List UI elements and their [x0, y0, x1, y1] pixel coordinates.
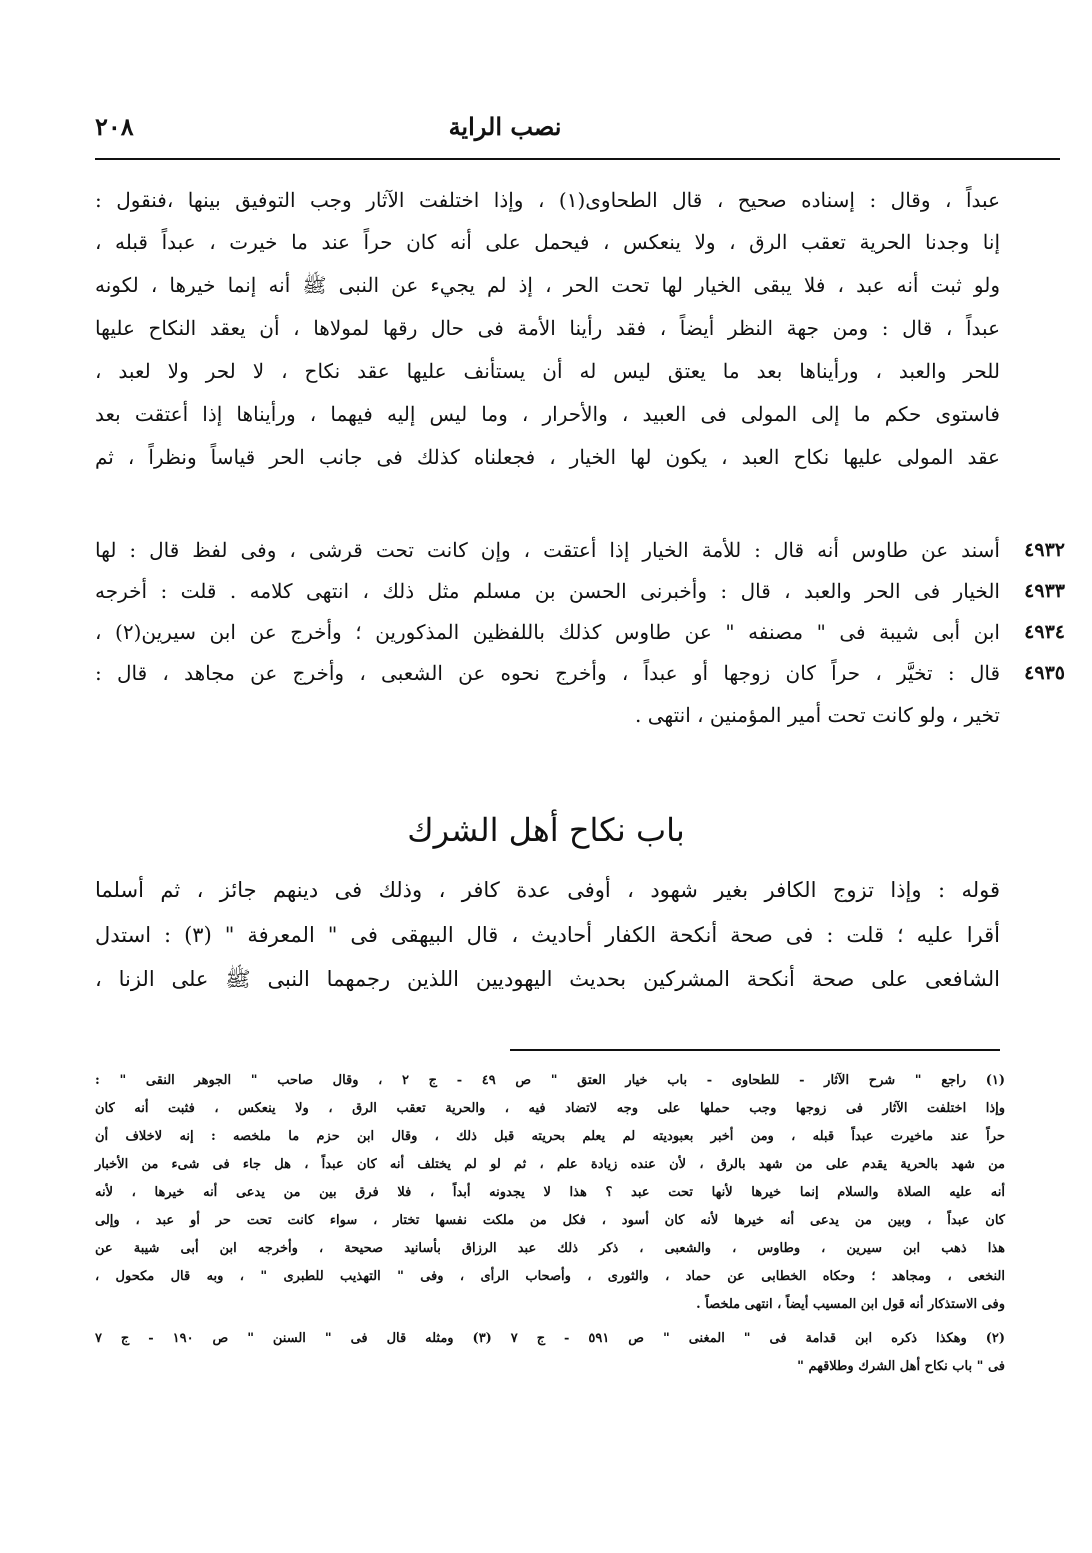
- body-line: إنا وجدنا الحرية تعقب الرق ، ولا ينعكس ، فيحمل على أنه كان حراً عند ما خيرت ، عبداً قبله ،: [95, 230, 1000, 254]
- header-rule: [95, 158, 1060, 160]
- footnote-line: من شهد بالحرية يقدم على من شهد بالرق ، لأن عنده زيادة علم ، ثم لو لم يختلف أنه كان عبداً ، هل جاء فى شىء من الأخبار: [95, 1157, 1005, 1172]
- hadith-number: ٤٩٣٣: [1024, 580, 1065, 602]
- body-line: تخير ، ولو كانت تحت أمير المؤمنين ، انتهى .: [635, 703, 1000, 727]
- hadith-number: ٤٩٣٥: [1024, 662, 1065, 684]
- body-line: عبداً ، قال : ومن جهة النظر أيضاً ، فقد رأينا الأمة فى حال رقها لمولاها ، أن يعقد النكاح عليها: [95, 316, 1000, 340]
- section-line: قوله : وإذا تزوج الكافر بغير شهود ، أوفى عدة كافر ، وذلك فى دينهم جائز ، ثم أسلما: [95, 878, 1000, 902]
- body-line: عبداً ، وقال : إسناده صحيح ، قال الطحاوى(١) ، وإذا اختلفت الآثار وجب التوفيق بينها ،فنقول :: [95, 188, 1001, 212]
- footnote-line: وفى الاستذكار أنه قول ابن المسيب أيضاً ، انتهى ملخصاً .: [696, 1297, 1005, 1312]
- section-heading: باب نكاح أهل الشرك: [407, 811, 685, 849]
- running-title: نصب الراية: [448, 112, 562, 141]
- body-line: للحر والعبد ، ورأيناها بعد ما يعتق ليس له أن يستأنف عليها عقد نكاح ، لا لحر ولا لعبد ،: [95, 359, 1000, 383]
- body-line: ولو ثبت أنه عبد ، فلا يبقى الخيار لها تحت الحر ، إذ لم يجيء عن النبى ﷺ أنه إنما خيرها ، لكونه: [95, 273, 1000, 297]
- footnote-line: (١) راجع " شرح الآثار - للطحاوى - باب خيار العتق " ص ٤٩ - ج ٢ ، وقال صاحب " الجوهر النقى " :: [95, 1073, 1006, 1088]
- body-line: الخيار فى الحر والعبد ، قال : وأخبرنى الحسن بن مسلم مثل ذلك ، انتهى كلامه . قلت : أخرجه: [95, 579, 1000, 603]
- footnote-rule: [510, 1049, 1000, 1051]
- body-line: فاستوى حكم ما إلى المولى فى العبيد ، والأحرار ، وما ليس إليه فيهما ، ورأيناها إذا أعتقت بعد: [95, 402, 1000, 426]
- footnote-line: فى " باب نكاح أهل الشرك وطلاقهم ": [797, 1359, 1005, 1374]
- section-line: أقرا عليه ؛ قلت : فى صحة أنكحة الكفار أحاديث ، قال البيهقى فى " المعرفة " (٣) : استدل: [95, 923, 1000, 947]
- body-line: ابن أبى شيبة فى " مصنفه " عن طاوس كذلك باللفظين المذكورين ؛ وأخرج عن ابن سيرين(٢) ،: [95, 620, 1000, 644]
- body-line: أسند عن طاوس أنه قال : للأمة الخيار إذا أعتقت ، وإن كانت تحت قرشى ، وفى لفظ قال : لها: [95, 538, 1000, 562]
- footnote-line: وإذا اختلفت الآثار فى زوجها وجب حملها على وجه لاتضاد فيه ، والحرية تعقب الرق ، ولا ينعكس ، فثبت أنه كان: [95, 1101, 1005, 1116]
- footnote-line: أنه عليه الصلاة والسلام إنما خيرها لأنها تحت عبد ؟ هذا لا يجدونه أبداً ، فلا فرق بين من يدعى أنه خيرها ، لأنه: [95, 1185, 1005, 1200]
- footnote-line: كان عبداً ، وبين من يدعى أنه خيرها لأنه كان أسود ، فكل من ملكت نفسها تختار ، سواء كانت تحت حر أو عبد ، وإلى: [95, 1213, 1005, 1228]
- section-line: الشافعى على صحة أنكحة المشركين بحديث اليهوديين اللذين رجمهما النبى ﷺ على الزنا ،: [95, 967, 1000, 991]
- page-number: ٢٠٨: [95, 112, 134, 141]
- footnote-line: (٢) وهكذا ذكره ابن قدامة فى " المغنى " ص ٥٩١ - ج ٧ (٣) ومثله قال فى " السنن " ص ١٩٠ - ج ٧: [95, 1331, 1005, 1346]
- footnote-line: النخعى ، ومجاهد ؛ وحكاه الخطابى عن حماد ، والثورى ، وأصحاب الرأى ، وفى " التهذيب للطبرى " ، وبه قال مكحول ،: [95, 1269, 1005, 1284]
- body-line: قال : تخيَّر ، حراً كان زوجها أو عبداً ، وأخرج نحوه عن الشعبى ، وأخرج عن مجاهد ، قال :: [95, 661, 1000, 685]
- footnote-line: حراً عند ماخيرت عبداً قبله ، ومن أخبر بعبوديته لم يعلم بحريته قبل ذلك ، وقال ابن حزم ما ملخصه : إنه لاخلاف أن: [95, 1129, 1005, 1144]
- hadith-number: ٤٩٣٤: [1024, 621, 1065, 643]
- hadith-number: ٤٩٣٢: [1024, 539, 1065, 561]
- body-line: عقد المولى عليها نكاح العبد ، يكون لها الخيار ، فجعلناه كذلك فى جانب الحر قياساً ونظراً ، ثم: [95, 445, 1000, 469]
- footnote-line: هذا ذهب ابن سيرين ، وطاوس ، والشعبى ، ذكر ذلك عبد الرزاق بأسانيد صحيحة ، وأخرجه ابن أبى شيبة عن: [95, 1241, 1005, 1256]
